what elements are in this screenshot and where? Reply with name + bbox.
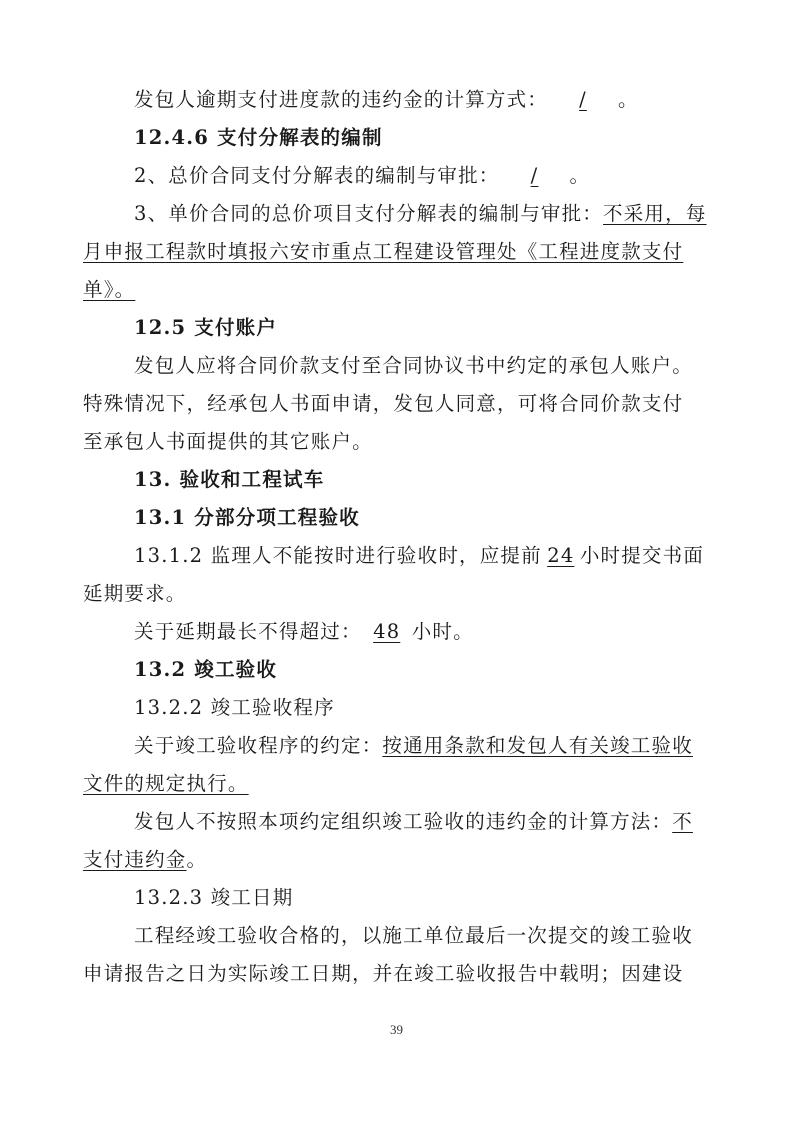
underlined-text: 文件的规定执行。 <box>83 772 249 795</box>
text-line: 发包人应将合同价款支付至合同协议书中约定的承包人账户。 <box>134 354 693 377</box>
underlined-text: 不采用，每 <box>603 202 707 225</box>
text-line: 至承包人书面提供的其它账户。 <box>83 430 373 453</box>
section-heading: 13.2 竣工验收 <box>134 658 278 681</box>
text-line: 工程经竣工验收合格的，以施工单位最后一次提交的竣工验收 <box>134 924 693 947</box>
text-segment: 13.1.2 监理人不能按时进行验收时，应提前 <box>134 544 542 567</box>
text-segment: 。 <box>618 88 639 111</box>
text-line <box>134 733 693 759</box>
text-line: 申请报告之日为实际竣工日期，并在竣工验收报告中载明；因建设 <box>83 962 684 985</box>
text-line: 特殊情况下，经承包人书面申请，发包人同意，可将合同价款支付 <box>83 392 684 415</box>
text-line <box>83 847 675 873</box>
subsection-heading: 13.2.2 竣工验收程序 <box>134 696 335 719</box>
text-line <box>134 619 674 645</box>
text-line <box>134 543 705 569</box>
section-heading: 12.4.6 支付分解表的编制 <box>134 126 383 149</box>
underlined-text: 支付违约金 <box>83 848 187 871</box>
text-line <box>134 87 674 113</box>
fill-blank: 24 <box>547 544 575 567</box>
fill-blank: / <box>579 88 587 111</box>
text-segment: 2、总价合同支付分解表的编制与审批： <box>134 164 500 187</box>
text-line <box>134 201 707 227</box>
text-segment: 发包人不按照本项约定组织竣工验收的违约金的计算方法： <box>134 810 673 833</box>
underlined-text: 按通用条款和发包人有关竣工验收 <box>382 734 693 757</box>
text-line: 延期要求。 <box>83 582 187 605</box>
text-segment: 发包人逾期支付进度款的违约金的计算方式： <box>134 88 549 111</box>
section-heading: 13. 验收和工程试车 <box>134 468 325 491</box>
fill-blank: 48 <box>373 620 401 643</box>
text-segment: 小时。 <box>411 620 474 643</box>
page-number: 39 <box>390 1022 403 1037</box>
underlined-text: 月申报工程款时填报六安市重点工程建设管理处《工程进度款支付 <box>83 240 684 263</box>
text-segment: 关于延期最长不得超过： <box>134 620 362 643</box>
underlined-text: 单》。 <box>83 278 136 301</box>
text-segment: 。 <box>569 164 591 187</box>
text-segment: 关于竣工验收程序的约定： <box>134 734 383 757</box>
section-heading: 12.5 支付账户 <box>134 316 278 339</box>
text-segment: 小时提交书面 <box>579 544 705 567</box>
text-segment: 。 <box>186 848 208 871</box>
text-line <box>134 809 693 835</box>
section-heading: 13.1 分部分项工程验收 <box>134 506 360 529</box>
text-segment: 3、单价合同的总价项目支付分解表的编制与审批： <box>134 202 604 225</box>
underlined-text: 不 <box>672 810 693 833</box>
subsection-heading: 13.2.3 竣工日期 <box>134 886 294 909</box>
text-line <box>134 163 674 189</box>
fill-blank: / <box>530 164 539 187</box>
